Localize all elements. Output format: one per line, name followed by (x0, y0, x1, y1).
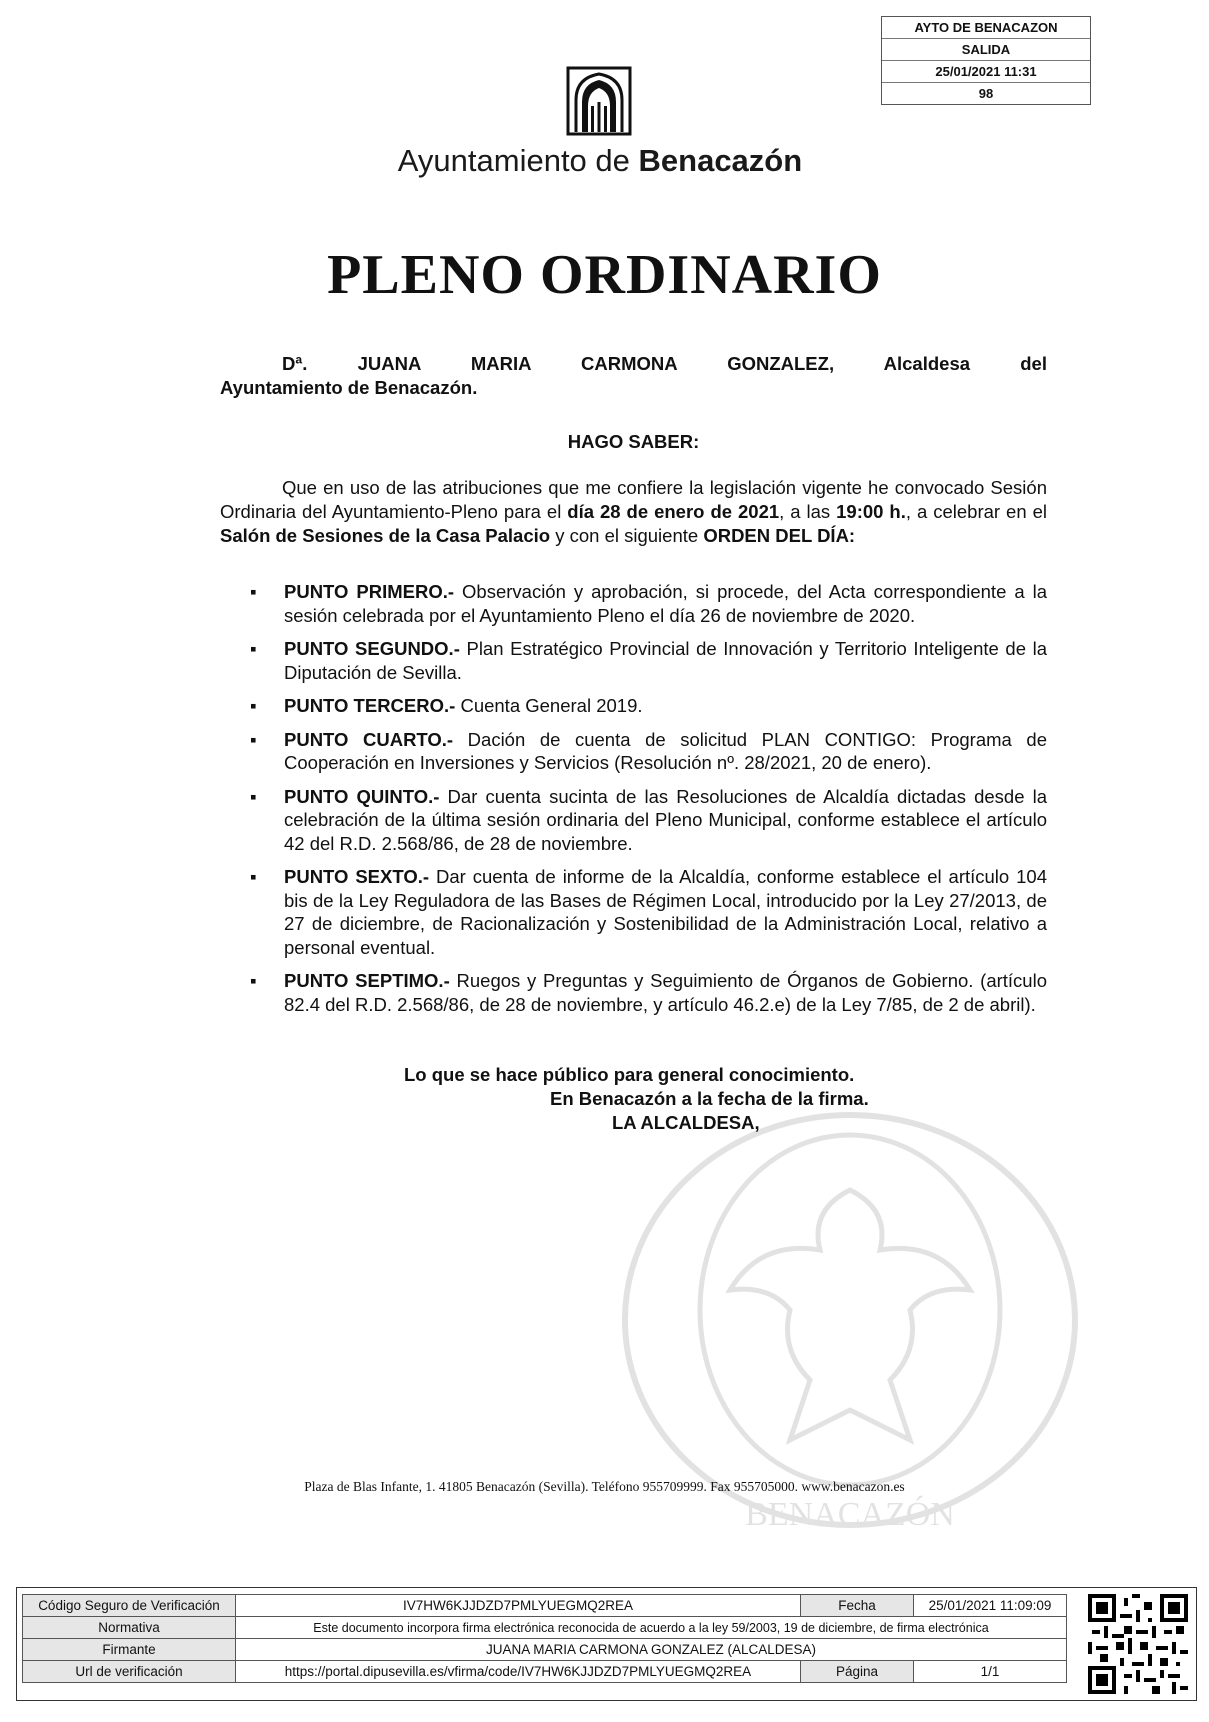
normativa-label: Normativa (23, 1617, 236, 1639)
hago-saber-heading: HAGO SABER: (567, 431, 700, 452)
agenda-item (250, 694, 1047, 718)
document-title: PLENO ORDINARIO (327, 244, 882, 306)
agenda-item-text: Plan Estratégico Provincial de Innovación y Territorio Inteligente de la Diputación de Sevilla. (284, 638, 1048, 683)
brand-name (300, 143, 900, 179)
firmante-value: JUANA MARIA CARMONA GONZALEZ (ALCALDESA) (236, 1639, 1067, 1661)
agenda-item-text: Observación y aprobación, si procede, del Acta correspondiente a la sesión celebrada por el Ayuntamiento Pleno el día 26 de noviembre de 2020. (284, 581, 1047, 626)
stamp-datetime: 25/01/2021 11:31 (882, 61, 1090, 83)
session-time: 19:00 h. (836, 501, 906, 522)
municipal-seal-watermark (610, 1100, 1090, 1540)
bullet-icon: ▪ (250, 866, 257, 887)
session-place: Salón de Sesiones de la Casa Palacio (220, 525, 551, 546)
agenda-item-text: Dar cuenta sucinta de las Resoluciones de Alcaldía dictadas desde la celebración de la última sesión ordinaria del Pleno Municipal, conforme establece el artículo 42 del R.D. 2.568/86, de 28 de noviembre. (284, 785, 1047, 854)
intro-line-2: Ayuntamiento de Benacazón. (220, 377, 478, 398)
agenda-item-text: Ruegos y Preguntas y Seguimiento de Órganos de Gobierno. (artículo 82.4 del R.D. 2.568/86, de 28 de noviembre, y artículo 46.2.e) de la Ley 7/85, de 2 de abril). (284, 970, 1047, 1015)
agenda-item-text: Dar cuenta de informe de la Alcaldía, conforme establece el artículo 104 bis de la Ley Reguladora de las Bases de Régimen Local, introducido por la Ley 27/2013, de 27 de diciembre, de Racionalización y Sostenibilidad de la Administración Local, relativo a personal eventual. (284, 866, 1047, 958)
url-label: Url de verificación (23, 1661, 236, 1683)
fecha-value: 25/01/2021 11:09:09 (914, 1595, 1067, 1617)
convocation-paragraph (220, 476, 1047, 548)
bullet-icon: ▪ (250, 970, 257, 991)
agenda-list (250, 580, 1047, 1026)
pagina-value: 1/1 (914, 1661, 1067, 1683)
closing-line-2: En Benacazón a la fecha de la firma. (550, 1088, 869, 1109)
convocation-text: , a celebrar en el (905, 501, 1047, 522)
stamp-type: SALIDA (882, 39, 1090, 61)
convocation-text: , a las (779, 501, 837, 522)
agenda-item (250, 865, 1047, 959)
bullet-icon: ▪ (250, 581, 257, 602)
agenda-item-text: Dación de cuenta de solicitud PLAN CONTIGO: Programa de Cooperación en Inversiones y Servicios (Resolución nº. 28/2021, 20 de enero). (284, 728, 1047, 773)
agenda-item-label: PUNTO CUARTO.- (284, 728, 454, 750)
session-date: día 28 de enero de 2021 (567, 501, 780, 522)
agenda-item-label: PUNTO QUINTO.- (284, 785, 440, 807)
agenda-item (250, 637, 1047, 684)
bullet-icon: ▪ (250, 728, 257, 750)
town-hall-arch-icon (566, 66, 632, 136)
csv-value: IV7HW6KJJDZD7PMLYUEGMQ2REA (236, 1595, 801, 1617)
convocation-text: Que en uso de las atribuciones que me confiere la legislación vigente he convocado Sesión Ordinaria del Ayuntamiento-Pleno para el (220, 477, 1047, 522)
verification-block (16, 1587, 1197, 1701)
brand-town: Benacazón (638, 143, 803, 178)
qr-code-icon (1088, 1594, 1188, 1694)
bullet-icon: ▪ (250, 785, 257, 807)
signature-title: LA ALCALDESA, (612, 1112, 760, 1133)
firmante-label: Firmante (23, 1639, 236, 1661)
agenda-heading: ORDEN DEL DÍA: (703, 525, 856, 546)
agenda-item-label: PUNTO TERCERO.- (284, 695, 456, 716)
url-value[interactable]: https://portal.dipusevilla.es/vfirma/code/IV7HW6KJJDZD7PMLYUEGMQ2REA (236, 1661, 801, 1683)
seal-text: BENACAZÓN (745, 1496, 955, 1533)
bullet-icon: ▪ (250, 695, 257, 716)
agenda-item (250, 728, 1047, 775)
agenda-item-label: PUNTO SEXTO.- (284, 866, 430, 887)
registry-stamp (881, 16, 1091, 105)
agenda-item-label: PUNTO PRIMERO.- (284, 581, 455, 602)
stamp-number: 98 (978, 86, 994, 101)
brand-prefix: Ayuntamiento de (397, 143, 630, 178)
pagina-label: Página (801, 1661, 914, 1683)
verification-table (22, 1594, 1067, 1683)
agenda-item (250, 785, 1047, 856)
intro-line-1: Dª. JUANA MARIA CARMONA GONZALEZ, Alcaldesa del (282, 353, 1047, 374)
agenda-item (250, 580, 1047, 627)
closing-line-1: Lo que se hace público para general conocimiento. (404, 1064, 855, 1085)
stamp-entity: AYTO DE BENACAZON (882, 17, 1090, 39)
agenda-item-label: PUNTO SEGUNDO.- (284, 638, 460, 659)
normativa-value: Este documento incorpora firma electrónica reconocida de acuerdo a la ley 59/2003, 19 de diciembre, de firma electrónica (236, 1617, 1067, 1639)
agenda-item-text: Cuenta General 2019. (455, 695, 643, 716)
fecha-label: Fecha (801, 1595, 914, 1617)
convocation-text: y con el siguiente (550, 525, 704, 546)
bullet-icon: ▪ (250, 638, 257, 659)
closing-block (300, 1063, 900, 1135)
agenda-item-label: PUNTO SEPTIMO.- (284, 970, 450, 991)
footer-address: Plaza de Blas Infante, 1. 41805 Benacazón (Sevilla). Teléfono 955709999. Fax 955705000. www.benacazon.es (304, 1479, 905, 1494)
agenda-item (250, 969, 1047, 1016)
csv-label: Código Seguro de Verificación (23, 1595, 236, 1617)
